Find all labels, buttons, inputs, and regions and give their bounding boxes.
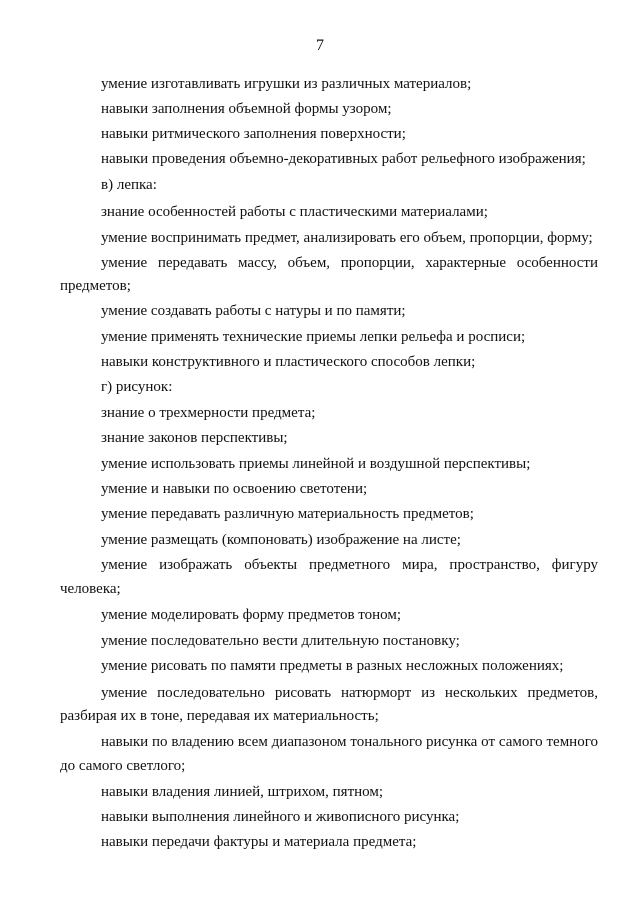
text-line: умение передавать массу, объем, пропорции, характерные особенности — [101, 255, 598, 271]
text-line: навыки заполнения объемной формы узором; — [101, 101, 392, 117]
text-line: знание особенностей работы с пластическими материалами; — [101, 204, 488, 220]
text-line: навыки передачи фактуры и материала предмета; — [101, 834, 417, 850]
text-line: знание о трехмерности предмета; — [101, 405, 316, 421]
text-line: предметов; — [60, 278, 131, 294]
text-line: г) рисунок: — [101, 379, 173, 395]
text-line: разбирая их в тоне, передавая их материальность; — [60, 708, 379, 724]
text-line: человека; — [60, 581, 121, 597]
text-line: умение последовательно вести длительную постановку; — [101, 633, 460, 649]
text-line: умение моделировать форму предметов тоном; — [101, 607, 402, 623]
text-line: знание законов перспективы; — [101, 430, 288, 446]
text-line: умение воспринимать предмет, анализировать его объем, пропорции, форму; — [101, 230, 593, 246]
text-line: до самого светлого; — [60, 758, 186, 774]
text-line: в) лепка: — [101, 177, 157, 193]
text-line: умение размещать (компоновать) изображение на листе; — [101, 532, 461, 548]
text-line: навыки конструктивного и пластического способов лепки; — [101, 354, 476, 370]
text-line: умение и навыки по освоению светотени; — [101, 481, 368, 497]
text-line: умение изображать объекты предметного мира, пространство, фигуру — [101, 557, 598, 573]
text-line: умение создавать работы с натуры и по памяти; — [101, 303, 406, 319]
text-line: навыки по владению всем диапазоном тонального рисунка от самого темного — [101, 734, 598, 750]
text-line: навыки ритмического заполнения поверхности; — [101, 126, 406, 142]
text-line: умение рисовать по памяти предметы в разных несложных положениях; — [101, 658, 564, 674]
text-line: умение применять технические приемы лепки рельефа и росписи; — [101, 329, 526, 345]
text-line: умение изготавливать игрушки из различных материалов; — [101, 76, 472, 92]
page-number: 7 — [316, 37, 324, 54]
text-line: умение последовательно рисовать натюрморт из нескольких предметов, — [101, 685, 598, 701]
text-line: навыки выполнения линейного и живописного рисунка; — [101, 809, 460, 825]
text-line: умение использовать приемы линейной и воздушной перспективы; — [101, 456, 531, 472]
text-line: умение передавать различную материальность предметов; — [101, 506, 474, 522]
text-line: навыки проведения объемно-декоративных работ рельефного изображения; — [101, 151, 586, 167]
text-line: навыки владения линией, штрихом, пятном; — [101, 784, 384, 800]
